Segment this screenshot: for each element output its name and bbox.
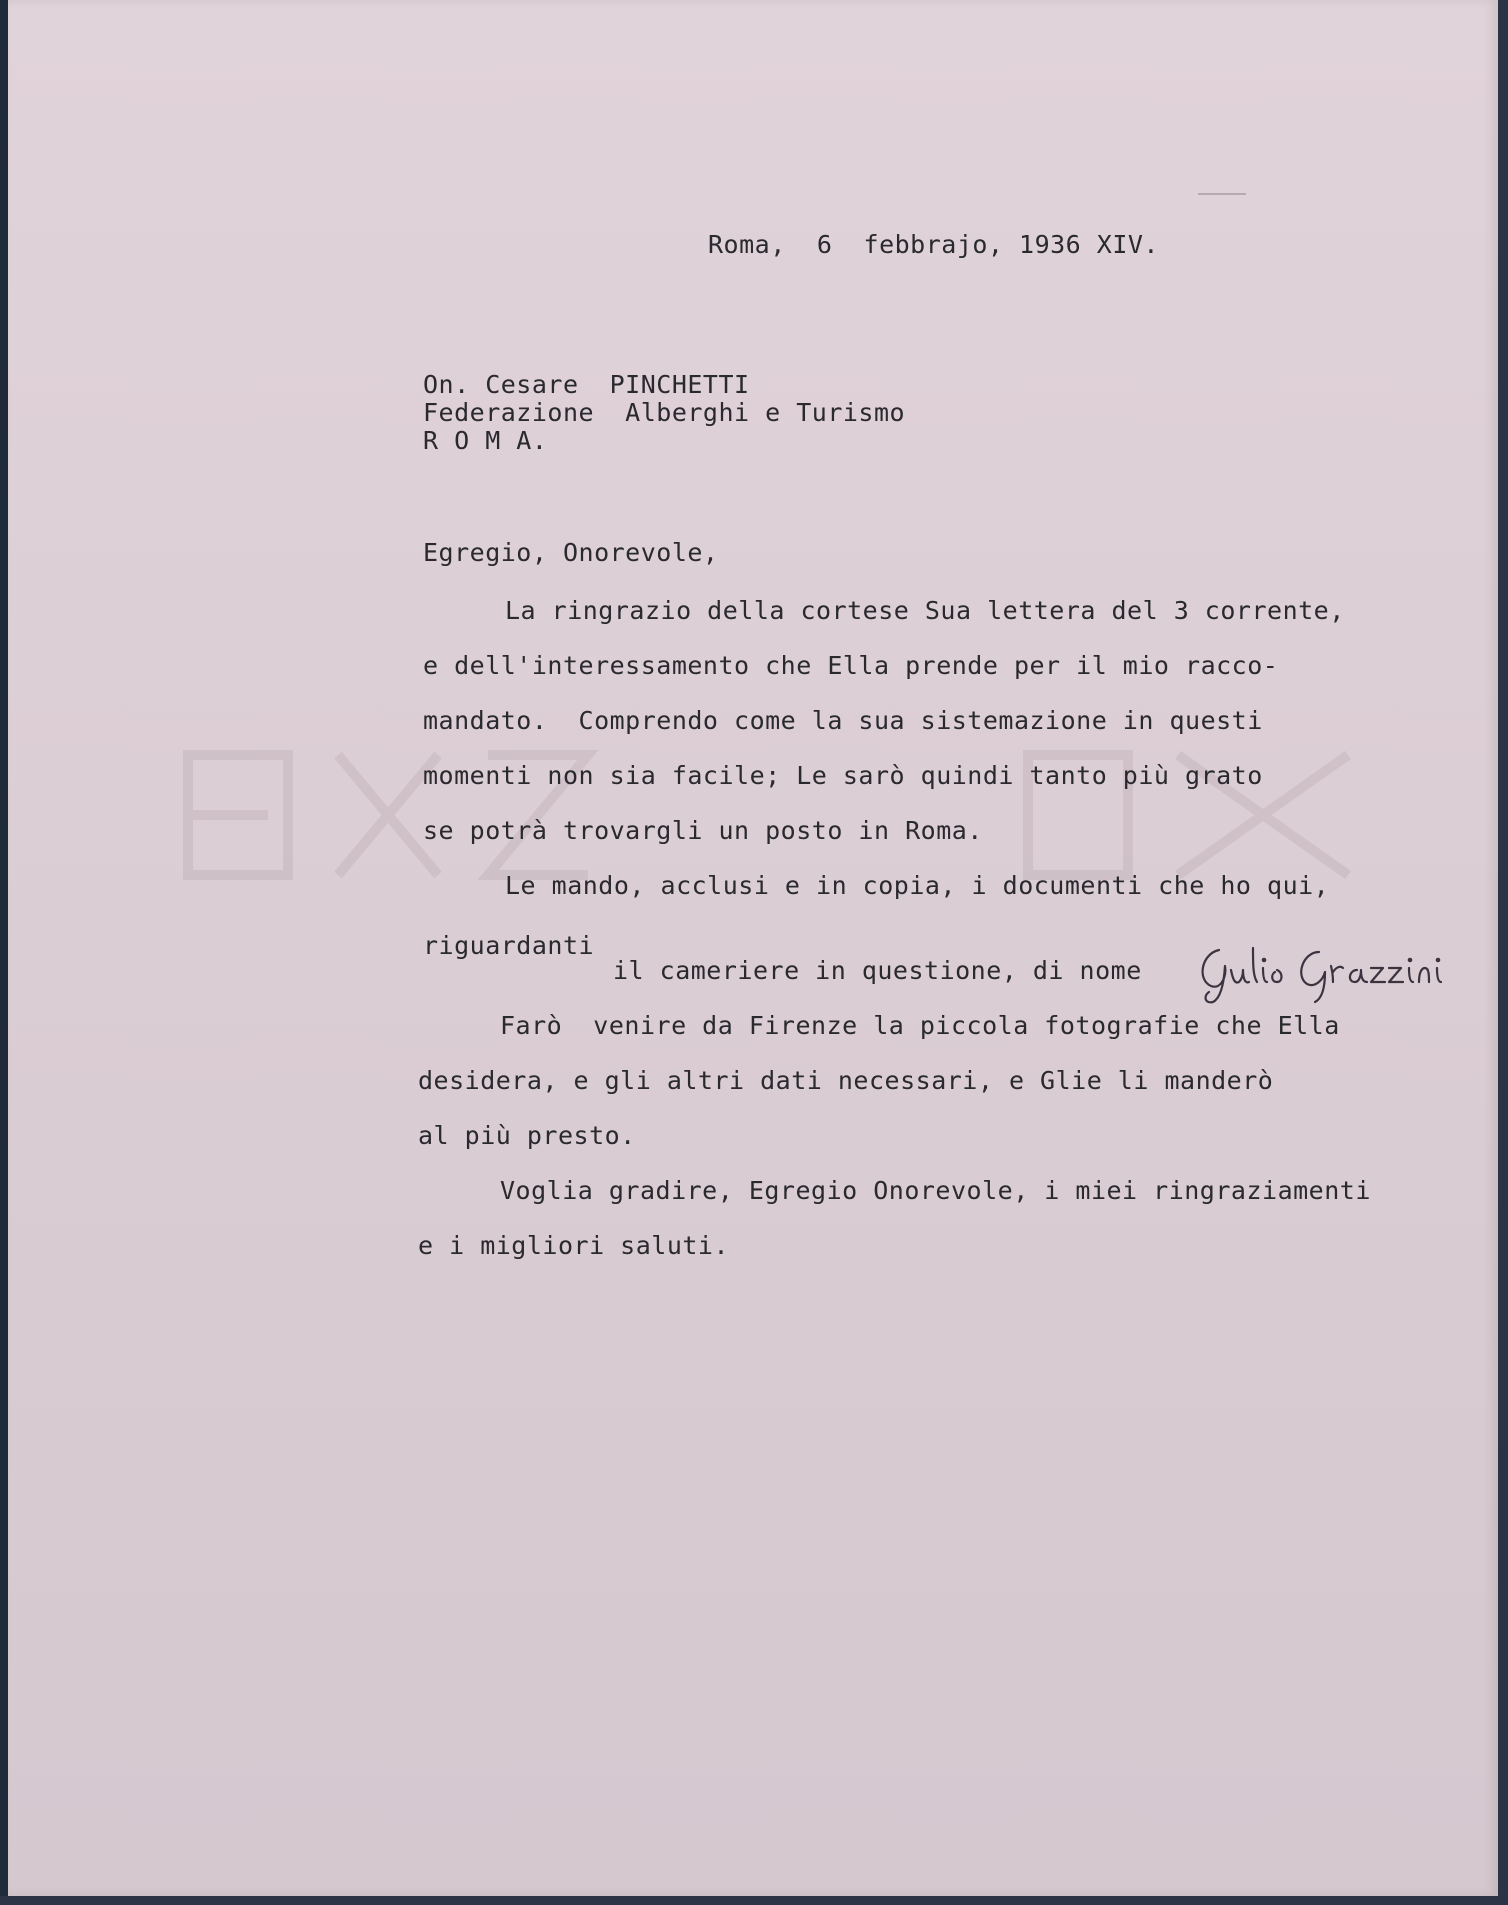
paragraph-line: riguardanti xyxy=(423,931,595,960)
paragraph-line: se potrà trovargli un posto in Roma. xyxy=(423,816,983,845)
scan-border-bottom xyxy=(0,1896,1508,1905)
date-line: Roma, 6 febbrajo, 1936 XIV. xyxy=(708,230,1159,259)
paragraph-line: al più presto. xyxy=(418,1121,636,1150)
salutation: Egregio, Onorevole, xyxy=(423,538,719,567)
paragraph-line: e i migliori saluti. xyxy=(418,1231,730,1260)
handwritten-name xyxy=(1191,936,1451,1006)
recipient-city: R O M A. xyxy=(423,426,548,455)
scan-border-right xyxy=(1498,0,1508,1905)
letter-page xyxy=(8,0,1498,1896)
paragraph-line: il cameriere in questione, di nome xyxy=(613,956,1142,985)
paragraph-line: desidera, e gli altri dati necessari, e Glie li manderò xyxy=(418,1066,1274,1095)
paragraph-line: e dell'interessamento che Ella prende per il mio racco- xyxy=(423,651,1279,680)
paragraph-line: mandato. Comprendo come la sua sistemazione in questi xyxy=(423,706,1263,735)
recipient-organization: Federazione Alberghi e Turismo xyxy=(423,398,906,427)
paper-mark xyxy=(1198,193,1246,195)
paragraph-line: Farò venire da Firenze la piccola fotografie che Ella xyxy=(500,1011,1340,1040)
paragraph-line: La ringrazio della cortese Sua lettera del 3 corrente, xyxy=(505,596,1345,625)
paragraph-line: momenti non sia facile; Le sarò quindi tanto più grato xyxy=(423,761,1263,790)
paragraph-line: Le mando, acclusi e in copia, i documenti che ho qui, xyxy=(505,871,1330,900)
paragraph-line: Voglia gradire, Egregio Onorevole, i miei ringraziamenti xyxy=(500,1176,1371,1205)
recipient-name: On. Cesare PINCHETTI xyxy=(423,370,750,399)
